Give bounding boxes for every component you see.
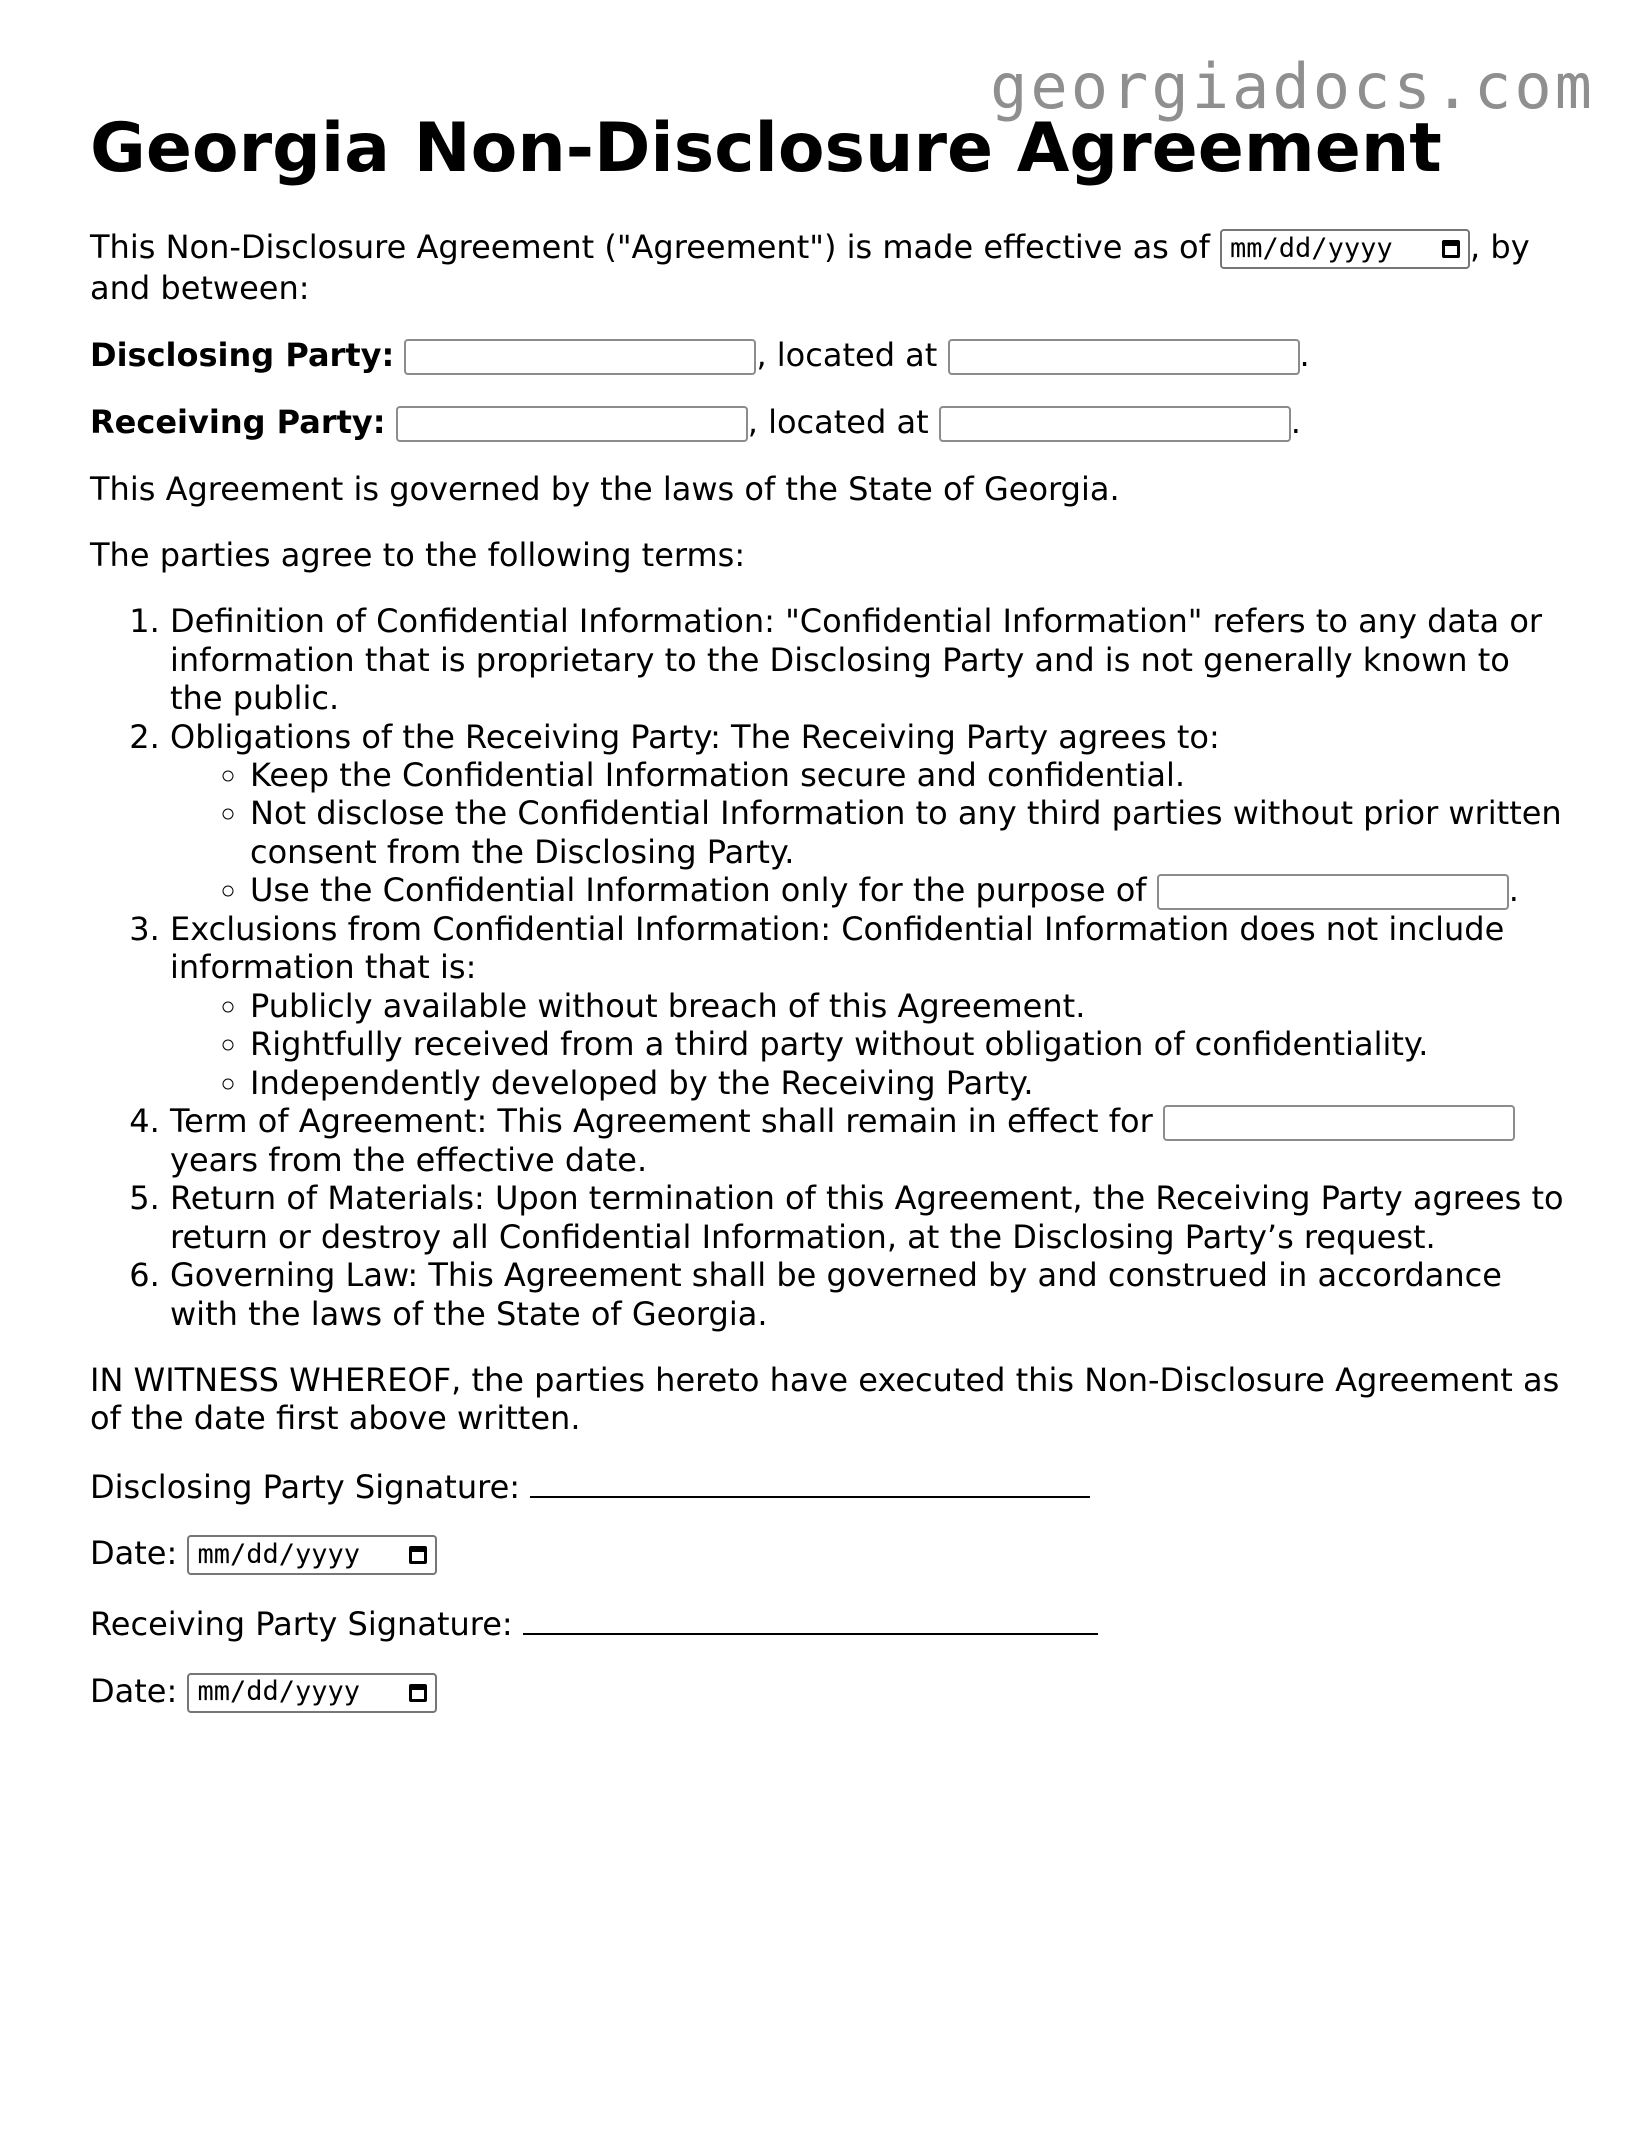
term-3-text: Exclusions from Confidential Information: Confidential Information does not include information that is: (170, 910, 1505, 987)
watermark: georgiadocs.com (990, 50, 1595, 123)
receiving-signature-field[interactable] (523, 1603, 1098, 1635)
intro-text-before: This Non-Disclosure Agreement ("Agreement") is made effective as of (90, 228, 1221, 267)
effective-date-input[interactable] (1220, 229, 1470, 269)
calendar-icon[interactable] (1442, 240, 1460, 258)
term-5-text: Return of Materials: Upon termination of this Agreement, the Receiving Party agrees to return or destroy all Confidential Information, at the Disclosing Party’s request. (170, 1179, 1564, 1256)
disclosing-date-input[interactable] (187, 1535, 437, 1575)
term-2 (170, 718, 1570, 911)
term-3c: ◦ Independently developed by the Receiving Party. (250, 1064, 1570, 1102)
disclosing-party-line (90, 336, 1570, 375)
receiving-signature-label: Receiving Party Signature: (90, 1605, 523, 1644)
terms-intro: The parties agree to the following terms: (90, 535, 746, 574)
term-1 (170, 602, 1570, 717)
disclosing-party-name-input[interactable] (404, 339, 756, 375)
terms-list (90, 602, 1570, 1333)
date-label: Date: (90, 1671, 188, 1710)
term-4 (170, 1102, 1570, 1179)
located-at-text: , located at (756, 335, 948, 374)
disclosing-signature-label: Disclosing Party Signature: (90, 1467, 531, 1506)
term-2c-text: Use the Confidential Information only for the purpose of (250, 871, 1157, 910)
term-6-text: Governing Law: This Agreement shall be governed by and construed in accordance with the laws of the State of Georgia. (170, 1256, 1502, 1333)
term-3a: ◦ Publicly available without breach of this Agreement. (250, 987, 1570, 1025)
located-at-text: , located at (747, 402, 939, 441)
receiving-date-input[interactable] (187, 1673, 437, 1713)
term-3-sublist (170, 987, 1570, 1102)
term-4-text-after: years from the effective date. (170, 1141, 648, 1180)
disclosing-signature-field[interactable] (530, 1466, 1090, 1498)
receiving-date-line (90, 1672, 1570, 1713)
receiving-party-name-input[interactable] (396, 406, 748, 442)
term-years-input[interactable] (1163, 1105, 1515, 1141)
receiving-signature-line (90, 1603, 1570, 1643)
intro-text-after: , by and between: (90, 228, 1530, 308)
date-placeholder: mm/dd/yyyy (197, 1676, 360, 1708)
date-label: Date: (90, 1534, 188, 1573)
date-placeholder: mm/dd/yyyy (1230, 232, 1393, 264)
disclosing-party-label: Disclosing Party: (90, 335, 395, 374)
term-3 (170, 910, 1570, 1102)
disclosing-signature-line (90, 1466, 1570, 1506)
receiving-party-line (90, 403, 1570, 442)
term-4-text-before: Term of Agreement: This Agreement shall remain in effect for (170, 1102, 1163, 1141)
term-5 (170, 1179, 1570, 1256)
term-2a: ◦ Keep the Confidential Information secure and confidential. (250, 756, 1570, 794)
term-2-sublist (170, 756, 1570, 910)
term-3b: ◦ Rightfully received from a third party without obligation of confidentiality. (250, 1025, 1570, 1063)
term-2b: ◦ Not disclose the Confidential Information to any third parties without prior written consent from the Disclosing Party. (250, 794, 1570, 871)
period: . (1290, 402, 1301, 441)
term-1-text: Definition of Confidential Information: "Confidential Information" refers to any data or information that is proprietary to the Disclosing Party and is not generally known to the public. (170, 602, 1543, 718)
governed-text: This Agreement is governed by the laws of the State of Georgia. (90, 469, 1120, 508)
receiving-party-address-input[interactable] (939, 406, 1291, 442)
disclosing-party-address-input[interactable] (948, 339, 1300, 375)
term-2-text: Obligations of the Receiving Party: The Receiving Party agrees to: (170, 717, 1220, 756)
document-body (90, 110, 1570, 1741)
calendar-icon[interactable] (409, 1546, 427, 1564)
intro-paragraph (90, 228, 1570, 307)
date-placeholder: mm/dd/yyyy (197, 1538, 360, 1570)
calendar-icon[interactable] (409, 1684, 427, 1702)
term-6 (170, 1256, 1570, 1333)
period: . (1508, 871, 1519, 910)
term-2c (250, 871, 1570, 910)
period: . (1299, 335, 1310, 374)
receiving-party-label: Receiving Party: (90, 402, 386, 441)
page-title: Georgia Non-Disclosure Agreement (90, 109, 1442, 188)
purpose-input[interactable] (1157, 874, 1509, 910)
witness-paragraph: IN WITNESS WHEREOF, the parties hereto have executed this Non-Disclosure Agreement as of the date first above written. (90, 1361, 1560, 1438)
disclosing-date-line (90, 1534, 1570, 1575)
